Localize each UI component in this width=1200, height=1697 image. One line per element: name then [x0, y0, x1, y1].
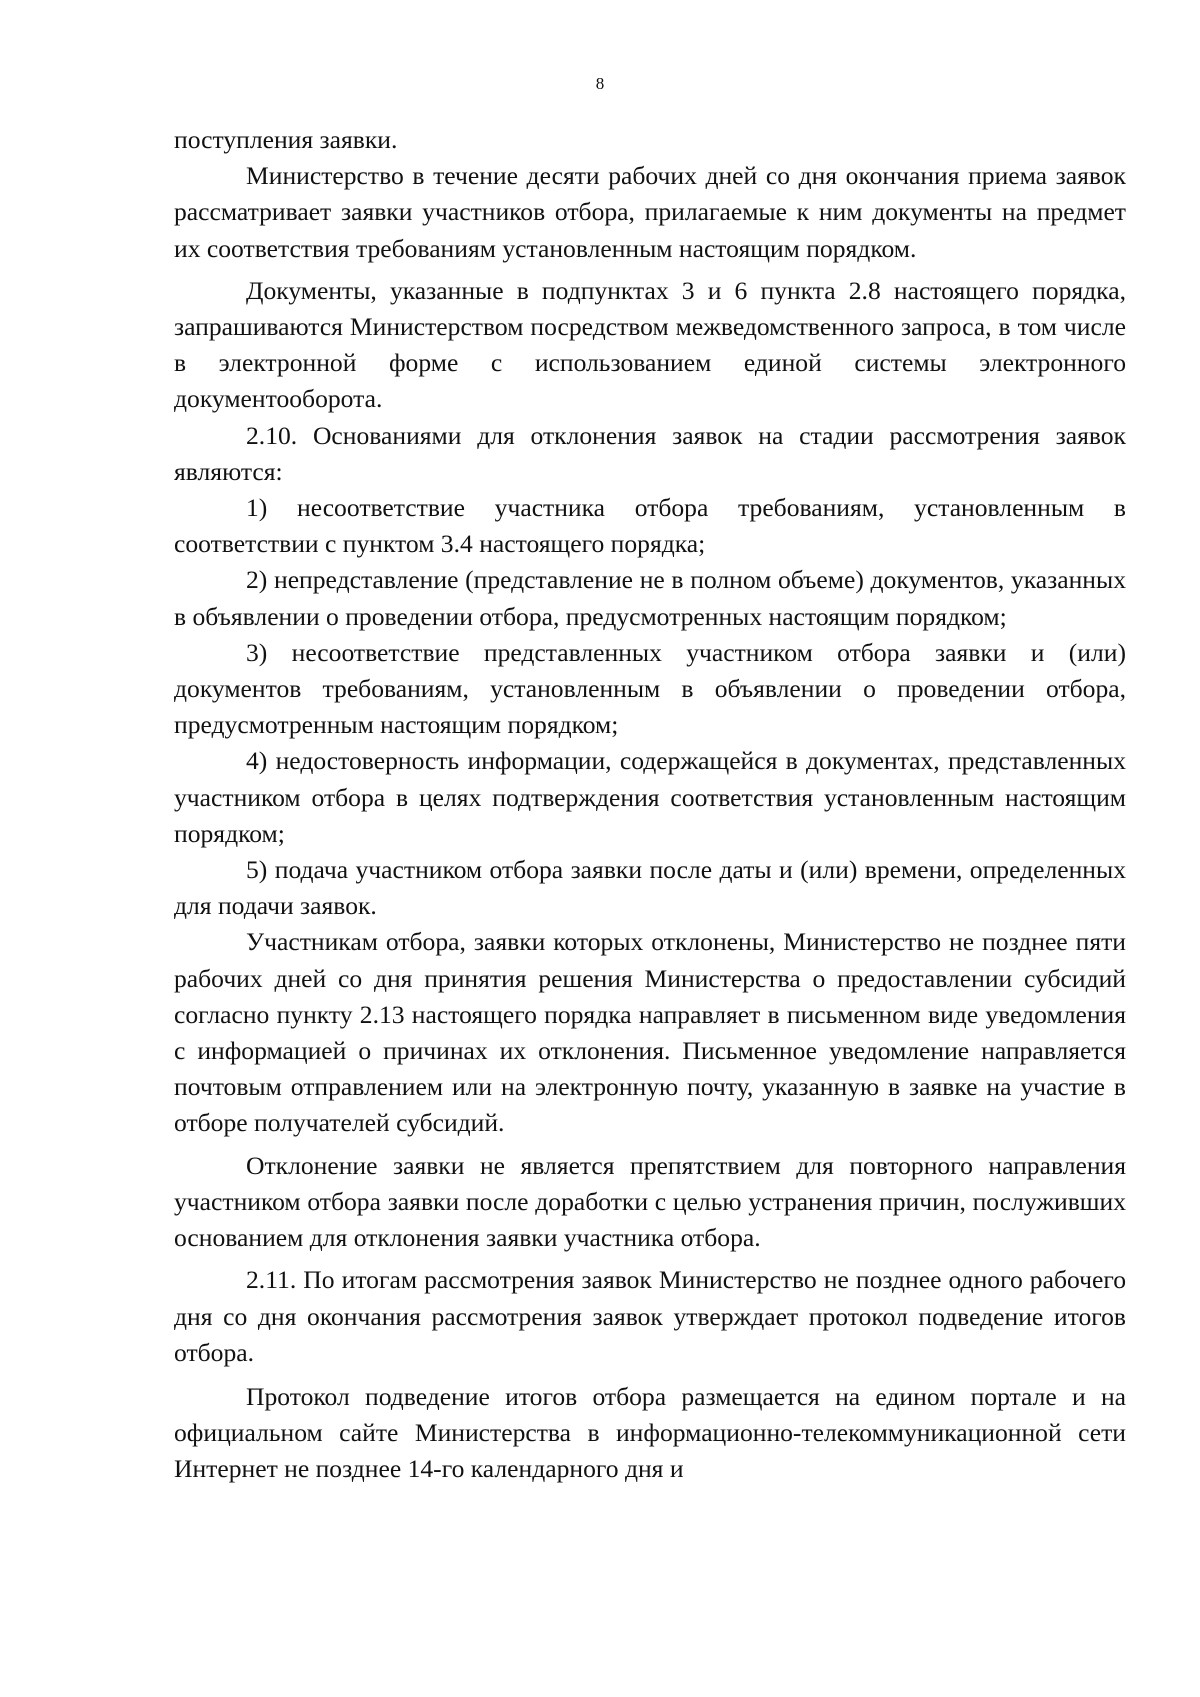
paragraph-continuation: поступления заявки. [174, 125, 398, 154]
paragraph-section-2-10: 2.10. Основаниями для отклонения заявок на стадии рассмотрения заявок являются: [174, 420, 1126, 486]
paragraph-protocol-publication: Протокол подведение итогов отбора размещается на едином портале и на официальном сайте Министерства в информационно-телекоммуникационной сети Интернет не позднее 14-го календарного дня и [174, 1381, 1126, 1484]
page-number: 8 [595, 74, 605, 93]
list-item-3: 3) несоответствие представленных участником отбора заявки и (или) документов требованиям, установленным в объявлении о проведении отбора, предусмотренным настоящим порядком; [174, 637, 1126, 740]
paragraph-section-2-11: 2.11. По итогам рассмотрения заявок Министерство не позднее одного рабочего дня со дня окончания рассмотрения заявок утверждает протокол подведение итогов отбора. [174, 1265, 1126, 1367]
list-item-2: 2) непредставление (представление не в полном объеме) документов, указанных в объявлении о проведении отбора, предусмотренных настоящим порядком; [174, 565, 1126, 631]
list-item-5: 5) подача участником отбора заявки после даты и (или) времени, определенных для подачи заявок. [174, 855, 1126, 921]
paragraph-rejection-notice: Участникам отбора, заявки которых отклонены, Министерство не позднее пяти рабочих дней со дня принятия решения Министерства о предоставлении субсидий согласно пункту 2.13 настоящего порядка направляет в письменном виде уведомления с информацией о причинах их отклонения. Письменное уведомление направляется почтовым отправлением или на электронную почту, указанную в заявке на участие в отборе получателей субсидий. [174, 927, 1126, 1138]
paragraph-review-terms: Министерство в течение десяти рабочих дней со дня окончания приема заявок рассматривает заявки участников отбора, прилагаемые к ним документы на предмет их соответствия требованиям установленным настоящим порядком. [174, 161, 1126, 263]
paragraph-resubmission: Отклонение заявки не является препятствием для повторного направления участником отбора заявки после доработки с целью устранения причин, послуживших основанием для отклонения заявки участника отбора. [174, 1150, 1126, 1253]
list-item-4: 4) недостоверность информации, содержащейся в документах, представленных участником отбора в целях подтверждения соответствия установленным настоящим порядком; [174, 746, 1126, 848]
paragraph-interagency-request: Документы, указанные в подпунктах 3 и 6 пункта 2.8 настоящего порядка, запрашиваются Министерством посредством межведомственного запроса, в том числе в электронной форме с использованием единой системы электронного документооборота. [174, 275, 1126, 414]
list-item-1: 1) несоответствие участника отбора требованиям, установленным в соответствии с пунктом 3.4 настоящего порядка; [174, 493, 1126, 559]
document-body [174, 122, 1126, 1488]
